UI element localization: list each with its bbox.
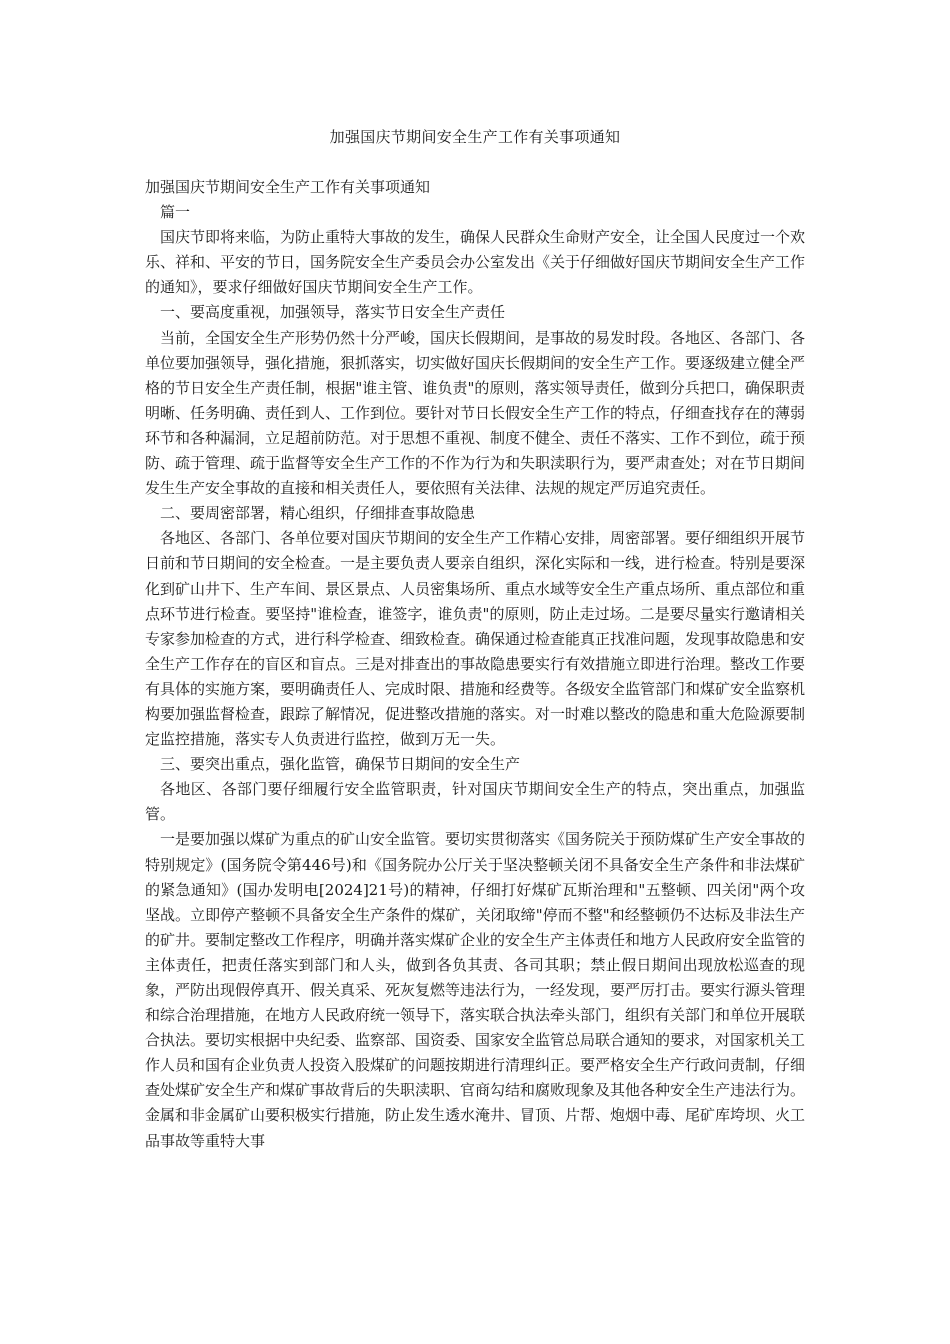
section-label: 篇一 <box>160 203 191 222</box>
paragraph: 各地区、各部门要仔细履行安全监管职责，针对国庆节期间安全生产的特点，突出重点，加强监管。 <box>145 780 805 824</box>
section-heading: 二、要周密部署，精心组织，仔细排查事故隐患 <box>160 504 476 523</box>
paragraph: 各地区、各部门、各单位要对国庆节期间的安全生产工作精心安排，周密部署。要仔细组织开展节日前和节日期间的安全检查。一是主要负责人要亲自组织，深化实际和一线，进行检查。特别是要深化到矿山井下、生产车间、景区景点、人员密集场所、重点水域等安全生产重点场所、重点部位和重点环节进行检查。要坚持"谁检查，谁签字，谁负责"的原则，防止走过场。二是要尽量实行邀请相关专家参加检查的方式，进行科学检查、细致检查。确保通过检查能真正找准问题，发现事故隐患和安全生产工作存在的盲区和盲点。三是对排查出的事故隐患要实行有效措施立即进行治理。整改工作要有具体的实施方案，要明确责任人、完成时限、措施和经费等。各级安全监管部门和煤矿安全监察机构要加强监督检查，跟踪了解情况，促进整改措施的落实。对一时难以整改的隐患和重大危险源要制定监控措施，落实专人负责进行监控，做到万无一失。 <box>145 529 806 749</box>
paragraph: 一是要加强以煤矿为重点的矿山安全监管。要切实贯彻落实《国务院关于预防煤矿生产安全事故的特别规定》(国务院令第446号)和《国务院办公厅关于坚决整顿关闭不具备安全生产条件和非法煤矿的紧急通知》(国办发明电[2024]21号)的精神，仔细打好煤矿瓦斯治理和"五整顿、四关闭"两个攻坚战。立即停产整顿不具备安全生产条件的煤矿，关闭取缔"停而不整"和经整顿仍不达标及非法生产的矿井。要制定整改工作程序，明确并落实煤矿企业的安全生产主体责任和地方人民政府安全监管的主体责任，把责任落实到部门和人头，做到各负其责、各司其职；禁止假日期间出现放松巡查的现象，严防出现假停真开、假关真采、死灰复燃等违法行为，一经发现，要严厉打击。要实行源头管理和综合治理措施，在地方人民政府统一领导下，落实联合执法牵头部门，组织有关部门和单位开展联合执法。要切实根据中央纪委、监察部、国资委、国家安全监管总局联合通知的要求，对国家机关工作人员和国有企业负责人投资入股煤矿的问题按期进行清理纠正。要严格安全生产行政问责制，仔细查处煤矿安全生产和煤矿事故背后的失职渎职、官商勾结和腐败现象及其他各种安全生产违法行为。金属和非金属矿山要积极实行措施，防止发生透水淹井、冒顶、片帮、炮烟中毒、尾矿库垮坝、火工品事故等重特大事 <box>145 830 806 1150</box>
section-heading: 三、要突出重点，强化监管，确保节日期间的安全生产 <box>160 755 521 774</box>
paragraph: 当前，全国安全生产形势仍然十分严峻，国庆长假期间，是事故的易发时段。各地区、各部门、各单位要加强领导，强化措施，狠抓落实，切实做好国庆长假期间的安全生产工作。要逐级建立健全严格的节日安全生产责任制，根据"谁主管、谁负责"的原则，落实领导责任，做到分兵把口，确保职责明晰、任务明确、责任到人、工作到位。要针对节日长假安全生产工作的特点，仔细查找存在的薄弱环节和各种漏洞，立足超前防范。对于思想不重视、制度不健全、责任不落实、工作不到位，疏于预防、疏于管理、疏于监督等安全生产工作的不作为行为和失职渎职行为，要严肃查处；对在节日期间发生生产安全事故的直接和相关责任人，要依照有关法律、法规的规定严厉追究责任。 <box>145 328 806 498</box>
section-heading: 一、要高度重视，加强领导，落实节日安全生产责任 <box>160 303 506 322</box>
document-body <box>145 175 805 1154</box>
document-title: 加强国庆节期间安全生产工作有关事项通知 <box>329 128 621 146</box>
paragraph: 国庆节即将来临，为防止重特大事故的发生，确保人民群众生命财产安全，让全国人民度过一个欢乐、祥和、平安的节日，国务院安全生产委员会办公室发出《关于仔细做好国庆节期间安全生产工作的通知》，要求仔细做好国庆节期间安全生产工作。 <box>145 228 806 297</box>
document-subtitle: 加强国庆节期间安全生产工作有关事项通知 <box>145 178 431 196</box>
